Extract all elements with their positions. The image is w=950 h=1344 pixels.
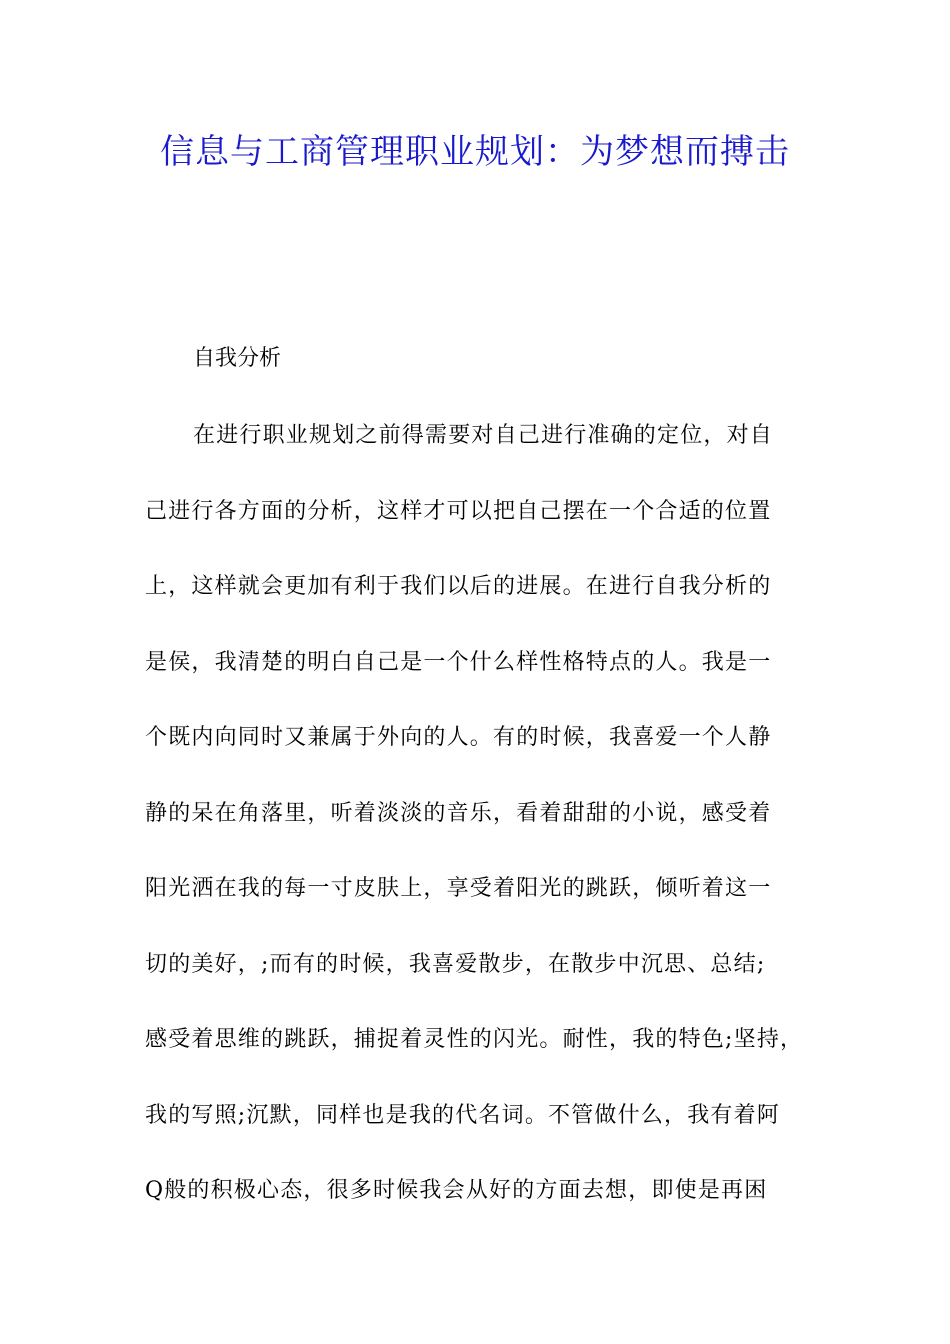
text-line: 感受着思维的跳跃，捕捉着灵性的闪光。耐性，我的特色;坚持，	[145, 1027, 804, 1052]
text-line: 个既内向同时又兼属于外向的人。有的时候，我喜爱一个人静	[145, 725, 772, 750]
text-line: 在进行职业规划之前得需要对自己进行准确的定位，对自	[193, 423, 774, 448]
body-paragraph	[145, 417, 825, 1248]
text-line: 切的美好，;而有的时候，我喜爱散步，在散步中沉思、总结;	[145, 951, 766, 977]
document-title: 信息与工商管理职业规划：为梦想而搏击	[160, 132, 790, 172]
text-line: 静的呆在角落里，听着淡淡的音乐，看着甜甜的小说，感受着	[145, 800, 772, 826]
text-line: Q般的积极心态，很多时候我会从好的方面去想，即使是再困	[145, 1178, 768, 1203]
section-heading: 自我分析	[193, 346, 282, 371]
text-line: 是侯，我清楚的明白自己是一个什么样性格特点的人。我是一	[145, 649, 772, 675]
text-line: 我的写照;沉默，同样也是我的代名词。不管做什么，我有着阿	[145, 1102, 781, 1128]
text-line: 阳光洒在我的每一寸皮肤上，享受着阳光的跳跃，倾听着这一	[145, 876, 772, 901]
text-line: 上，这样就会更加有利于我们以后的进展。在进行自我分析的	[145, 574, 772, 599]
text-line: 己进行各方面的分析，这样才可以把自己摆在一个合适的位置	[145, 498, 772, 524]
